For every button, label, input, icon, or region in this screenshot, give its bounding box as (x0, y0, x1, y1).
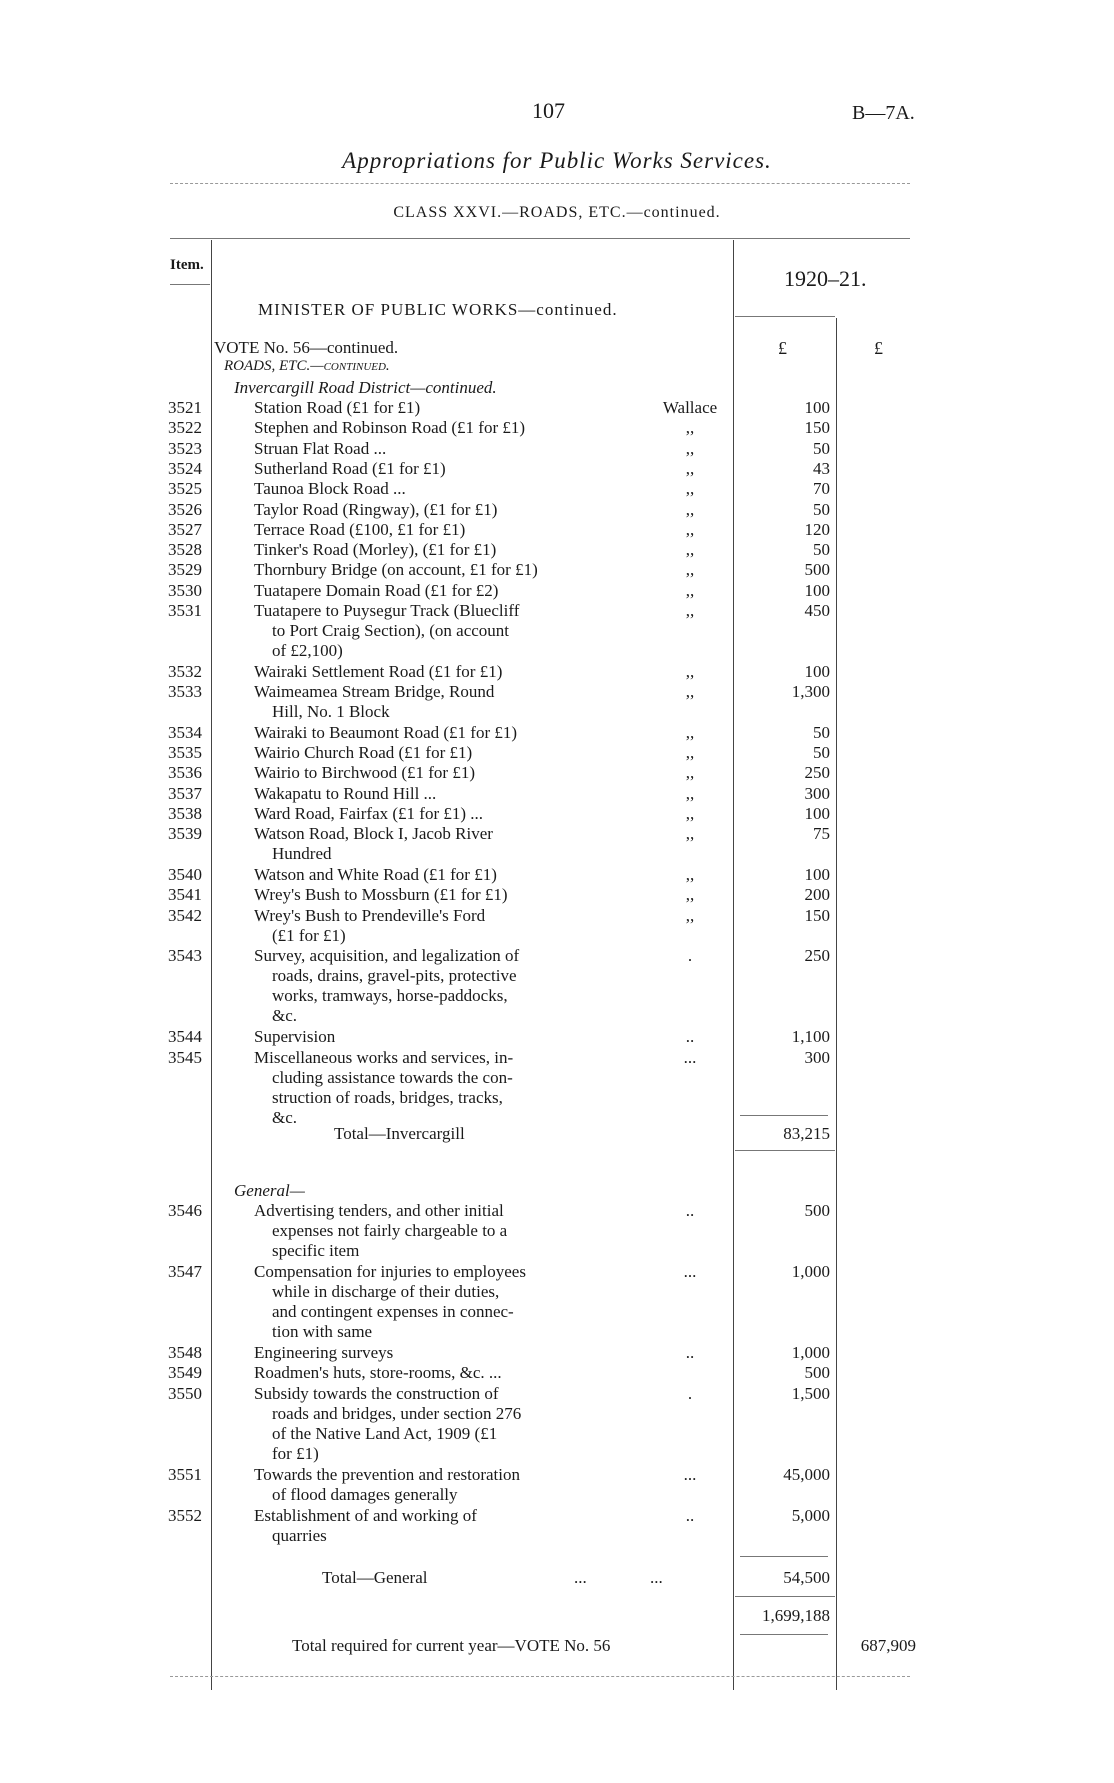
total-general-amount: 54,500 (783, 1568, 830, 1587)
currency-right: £ (874, 338, 883, 358)
description-line: Wairaki to Beaumont Road (£1 for £1) (254, 722, 518, 742)
item-district: . (687, 946, 693, 966)
item-district: ,, (685, 763, 695, 783)
item-number: 3527 (168, 519, 202, 539)
description-line: Wrey's Bush to Mossburn (£1 for £1) (254, 885, 508, 905)
item-amount: 70 (813, 479, 830, 499)
table-top-rule (170, 238, 910, 239)
item-number: 3529 (168, 560, 202, 580)
description-line: Engineering surveys (254, 1343, 394, 1363)
description-line: of flood damages generally (272, 1484, 458, 1504)
item-amount: 200 (804, 885, 830, 905)
item-description (254, 540, 594, 560)
item-amount: 100 (804, 398, 830, 417)
item-description (254, 885, 594, 905)
total-invercargill-amount: 83,215 (783, 1124, 830, 1143)
item-description (254, 1506, 594, 1546)
item-amount: 50 (813, 743, 830, 763)
district-heading: Invercargill Road District—continued. (234, 378, 497, 397)
item-description (254, 865, 594, 885)
item-description (254, 459, 594, 479)
item-number: 3532 (168, 661, 202, 681)
item-number: 3522 (168, 418, 202, 438)
item-district: ,, (685, 743, 695, 763)
description-line: (£1 for £1) (272, 925, 346, 945)
item-description (254, 520, 594, 540)
description-line: Establishment of and working of (254, 1505, 477, 1525)
item-district: ,, (685, 519, 695, 539)
description-line: Miscellaneous works and services, in- (254, 1047, 514, 1067)
description-line: Advertising tenders, and other initial (254, 1201, 504, 1220)
item-description (254, 398, 594, 418)
item-district: .. (685, 1201, 695, 1220)
description-line: Wairaki Settlement Road (£1 for £1) (254, 661, 503, 681)
item-amount: 150 (804, 905, 830, 925)
document-reference: B—7A. (852, 102, 915, 124)
item-description (254, 1048, 594, 1128)
description-line: of £2,100) (272, 641, 343, 660)
item-number: 3545 (168, 1047, 202, 1067)
item-header-rule (170, 284, 210, 285)
description-line: works, tramways, horse-paddocks, (272, 986, 508, 1006)
class-heading: CLASS XXVI.—ROADS, ETC.—continued. (393, 204, 721, 221)
item-amount: 500 (804, 1201, 830, 1220)
item-district: ... (683, 1047, 697, 1067)
description-line: Watson Road, Block I, Jacob River (254, 824, 493, 844)
item-amount: 1,500 (791, 1383, 830, 1403)
item-amount: 100 (804, 804, 830, 823)
total-general-label: Total—General (322, 1568, 428, 1587)
vote-heading: VOTE No. 56—continued. (214, 338, 399, 357)
item-amount: 120 (804, 519, 830, 539)
item-number: 3526 (168, 499, 202, 519)
total-invercargill-label: Total—Invercargill (334, 1124, 465, 1143)
item-district: ... (683, 1261, 697, 1281)
description-line: Supervision (254, 1027, 336, 1047)
page-number: 107 (532, 98, 565, 123)
item-description (254, 662, 594, 682)
item-amount: 75 (813, 824, 830, 844)
item-amount: 1,000 (791, 1261, 830, 1281)
item-number: 3533 (168, 682, 202, 702)
item-amount: 300 (804, 783, 830, 803)
item-description (254, 723, 594, 743)
fiscal-year: 1920–21. (784, 266, 867, 291)
description-line: Struan Flat Road ... (254, 438, 387, 458)
item-amount: 150 (804, 418, 830, 438)
item-number: 3531 (168, 601, 202, 620)
item-amount: 100 (804, 661, 830, 681)
item-district: ,, (685, 905, 695, 925)
description-line: Towards the prevention and restoration (254, 1464, 521, 1484)
item-number: 3536 (168, 763, 202, 783)
general-heading: General— (234, 1181, 305, 1200)
general-subtotal-rule (740, 1556, 828, 1557)
description-line: Watson and White Road (£1 for £1) (254, 864, 497, 884)
description-line: Tuatapere Domain Road (£1 for £2) (254, 580, 499, 600)
description-line: Survey, acquisition, and legalization of (254, 946, 520, 966)
item-district: ,, (685, 682, 695, 702)
title-rule (170, 183, 910, 184)
description-line: Taylor Road (Ringway), (£1 for £1) (254, 499, 498, 519)
item-description (254, 500, 594, 520)
description-line: Station Road (£1 for £1) (254, 398, 421, 417)
item-description (254, 1027, 594, 1047)
minister-heading: MINISTER OF PUBLIC WORKS—continued. (258, 300, 618, 319)
item-number: 3547 (168, 1261, 202, 1281)
item-number: 3541 (168, 885, 202, 905)
item-amount: 50 (813, 722, 830, 742)
table-bottom-rule (170, 1676, 910, 1677)
item-number: 3523 (168, 438, 202, 458)
item-description (254, 1343, 594, 1363)
item-description (254, 581, 594, 601)
total-general-rule (735, 1596, 835, 1597)
year-rule (735, 316, 835, 317)
description-line: struction of roads, bridges, tracks, (272, 1087, 503, 1107)
item-district: ,, (685, 418, 695, 438)
item-district: .. (685, 1505, 695, 1525)
item-column-header: Item. (170, 257, 204, 273)
description-line: Ward Road, Fairfax (£1 for £1) ... (254, 804, 484, 823)
description-line: Wrey's Bush to Prendeville's Ford (254, 905, 486, 925)
item-number: 3528 (168, 540, 202, 560)
description-line: Tuatapere to Puysegur Track (Bluecliff (254, 601, 520, 620)
item-district: ,, (685, 722, 695, 742)
description-line: &c. (272, 1107, 298, 1127)
item-district: ,, (685, 540, 695, 560)
description-line: Sutherland Road (£1 for £1) (254, 458, 446, 478)
subtotal-rule (740, 1115, 828, 1116)
description-line: Tinker's Road (Morley), (£1 for £1) (254, 540, 497, 560)
currency-left: £ (778, 338, 787, 358)
item-amount: 1,000 (791, 1343, 830, 1363)
item-district: ... (683, 1464, 697, 1484)
item-number: 3525 (168, 479, 202, 499)
item-description (254, 479, 594, 499)
item-number: 3546 (168, 1201, 202, 1220)
description-line: Stephen and Robinson Road (£1 for £1) (254, 418, 526, 438)
grand-total-label: Total required for current year—VOTE No. 56 (292, 1636, 611, 1655)
item-amount: 50 (813, 438, 830, 458)
page-title: Appropriations for Public Works Services. (342, 148, 772, 173)
total-invercargill-rule (735, 1150, 835, 1151)
item-description (254, 743, 594, 763)
description-line: Compensation for injuries to employees (254, 1261, 526, 1281)
description-line: Wairio to Birchwood (£1 for £1) (254, 763, 475, 783)
description-line: Roadmen's huts, store-rooms, &c. ... (254, 1363, 502, 1383)
roads-heading: ROADS, ETC.—continued. (224, 358, 390, 374)
item-district: Wallace (662, 398, 718, 417)
item-amount: 1,300 (791, 682, 830, 702)
item-district: ,, (685, 560, 695, 580)
item-district: ,, (685, 804, 695, 823)
item-description (254, 418, 594, 438)
item-district: .. (685, 1343, 695, 1363)
item-amount: 300 (804, 1047, 830, 1067)
item-amount: 450 (804, 601, 830, 620)
item-amount: 500 (804, 1363, 830, 1383)
item-amount: 250 (804, 763, 830, 783)
item-description (254, 1465, 594, 1505)
item-district: ,, (685, 783, 695, 803)
item-description (254, 824, 594, 864)
item-number: 3538 (168, 804, 202, 823)
total-general-dots-2: ... (650, 1568, 663, 1587)
item-number: 3530 (168, 580, 202, 600)
description-line: Subsidy towards the construction of (254, 1383, 499, 1403)
item-amount: 5,000 (791, 1505, 830, 1525)
item-description (254, 601, 594, 661)
grand-total-amount: 687,909 (860, 1636, 916, 1655)
description-line: specific item (272, 1241, 360, 1260)
item-description (254, 804, 594, 824)
item-amount: 50 (813, 499, 830, 519)
item-description (254, 1384, 594, 1464)
item-number: 3524 (168, 458, 202, 478)
item-district: ,, (685, 479, 695, 499)
description-line: Thornbury Bridge (on account, £1 for £1) (254, 560, 538, 580)
item-number: 3544 (168, 1027, 202, 1047)
grand-subtotal-amount: 1,699,188 (762, 1606, 830, 1625)
description-line: cluding assistance towards the con- (272, 1067, 513, 1087)
item-number: 3542 (168, 905, 202, 925)
item-description (254, 1363, 594, 1383)
item-number: 3537 (168, 783, 202, 803)
item-description (254, 560, 594, 580)
item-district: ,, (685, 438, 695, 458)
description-line: and contingent expenses in connec- (272, 1301, 514, 1321)
description-line: to Port Craig Section), (on account (272, 621, 510, 640)
item-amount: 45,000 (783, 1464, 830, 1484)
description-line: quarries (272, 1525, 327, 1545)
item-number: 3552 (168, 1505, 202, 1525)
item-district: ,, (685, 864, 695, 884)
total-general-dots: ... (574, 1568, 587, 1587)
item-district: .. (685, 1027, 695, 1047)
item-description (254, 763, 594, 783)
description-line: Hundred (272, 844, 332, 864)
item-description (254, 906, 594, 946)
item-district: . (687, 1383, 693, 1403)
description-line: for £1) (272, 1443, 319, 1463)
item-number: 3548 (168, 1343, 202, 1363)
description-line: Wakapatu to Round Hill ... (254, 783, 437, 803)
item-description (254, 784, 594, 804)
item-district: ,, (685, 601, 695, 620)
item-number: 3540 (168, 864, 202, 884)
item-number: 3549 (168, 1363, 202, 1383)
total-column-rule (836, 318, 837, 1690)
description-line: Waimeamea Stream Bridge, Round (254, 682, 495, 702)
item-district: ,, (685, 885, 695, 905)
description-line: &c. (272, 1006, 298, 1026)
description-line: of the Native Land Act, 1909 (£1 (272, 1423, 498, 1443)
item-amount: 500 (804, 560, 830, 580)
description-line: roads and bridges, under section 276 (272, 1403, 522, 1423)
item-amount: 43 (813, 458, 830, 478)
item-number: 3550 (168, 1383, 202, 1403)
item-number: 3539 (168, 824, 202, 844)
description-line: expenses not fairly chargeable to a (272, 1221, 508, 1240)
description-line: tion with same (272, 1321, 373, 1341)
item-district: ,, (685, 661, 695, 681)
item-description (254, 1201, 594, 1261)
description-line: Wairio Church Road (£1 for £1) (254, 743, 473, 763)
grand-total-rule (740, 1634, 828, 1635)
item-number: 3534 (168, 722, 202, 742)
description-line: Terrace Road (£100, £1 for £1) (254, 519, 466, 539)
item-number: 3543 (168, 946, 202, 966)
item-district: ,, (685, 499, 695, 519)
item-district: ,, (685, 458, 695, 478)
item-amount: 1,100 (791, 1027, 830, 1047)
item-description (254, 439, 594, 459)
description-line: roads, drains, gravel-pits, protective (272, 966, 517, 986)
item-number: 3521 (168, 398, 202, 417)
item-district: ,, (685, 580, 695, 600)
amount-column-rule (733, 240, 734, 1690)
item-district: ,, (685, 824, 695, 844)
item-number: 3535 (168, 743, 202, 763)
item-amount: 100 (804, 580, 830, 600)
item-amount: 250 (804, 946, 830, 966)
item-description (254, 682, 594, 722)
description-line: Hill, No. 1 Block (272, 702, 390, 722)
item-description (254, 946, 594, 1026)
description-line: while in discharge of their duties, (272, 1281, 500, 1301)
item-amount: 100 (804, 864, 830, 884)
item-description (254, 1262, 594, 1342)
item-amount: 50 (813, 540, 830, 560)
description-line: Taunoa Block Road ... (254, 479, 406, 499)
item-number: 3551 (168, 1464, 202, 1484)
